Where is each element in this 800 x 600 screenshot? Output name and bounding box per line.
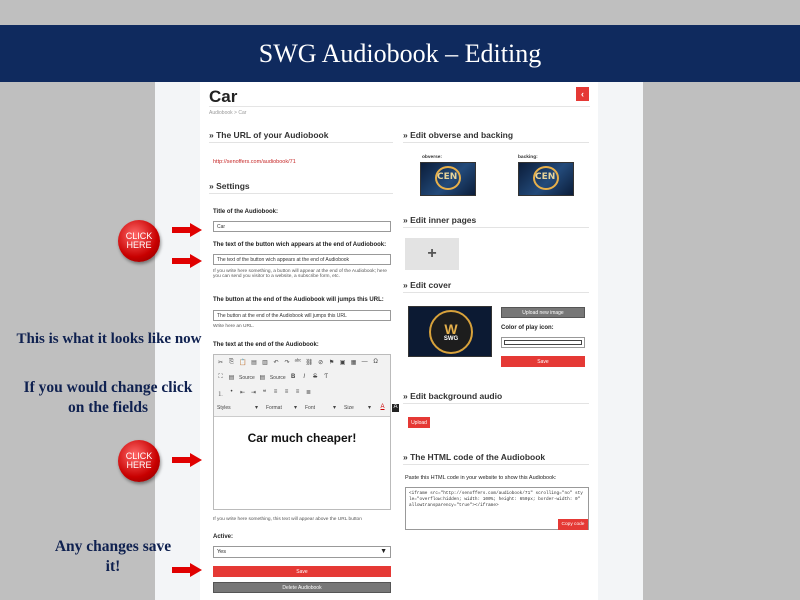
arrow-right-icon bbox=[172, 254, 202, 268]
active-label: Active: bbox=[213, 534, 234, 540]
align-left-icon[interactable]: ≡ bbox=[273, 389, 278, 395]
align-center-icon[interactable]: ≡ bbox=[284, 389, 289, 395]
button-url-input[interactable]: The button at the end of the Audiobook will jumps this URL bbox=[213, 310, 391, 321]
add-page-button[interactable]: + bbox=[405, 238, 459, 270]
bold-icon[interactable]: B bbox=[291, 374, 296, 380]
banner bbox=[0, 25, 800, 82]
toolbar-row-4 bbox=[217, 402, 399, 414]
banner-title: SWG Audiobook – Editing bbox=[258, 38, 542, 68]
copy-code-button[interactable]: Copy code bbox=[558, 519, 588, 530]
editor-toolbar bbox=[214, 355, 398, 417]
backing-label: backing: bbox=[518, 155, 538, 160]
cover-heading: » Edit cover bbox=[403, 280, 589, 293]
arrow-right-icon bbox=[172, 453, 202, 467]
html-code-textarea[interactable]: <iframe src="http://senoffers.com/audiobook/71" scrolling="no" style="overflow:hidden; width: 100%; height: 650px; border-width: 0" allowtransparency="true"></iframe> bbox=[405, 487, 589, 530]
button-url-label: The button at the end of the Audiobook will jumps this URL: bbox=[213, 297, 384, 303]
app-window bbox=[200, 82, 598, 600]
chevron-down-icon: ▼ bbox=[380, 548, 387, 555]
table-icon[interactable]: ▦ bbox=[350, 360, 357, 366]
html-code-label: Paste this HTML code in your website to show this Audiobook: bbox=[405, 475, 557, 481]
source-button-2[interactable]: Source bbox=[269, 375, 286, 381]
back-button[interactable]: ‹ bbox=[576, 87, 589, 101]
blockquote-icon[interactable]: ❝ bbox=[262, 390, 267, 396]
click-here-badge-2: CLICK HERE bbox=[118, 440, 160, 482]
format-chevron-down-icon: ▾ bbox=[293, 405, 297, 411]
spellcheck-icon[interactable]: ᵃᵇᶜ bbox=[294, 359, 302, 365]
numbered-list-icon[interactable]: ⒈ bbox=[217, 392, 224, 398]
backing-logo-text: CEN bbox=[535, 172, 556, 182]
play-color-input[interactable] bbox=[501, 337, 585, 348]
rich-text-editor[interactable] bbox=[213, 354, 398, 510]
annotation-if-change: If you would change click on the fields bbox=[23, 379, 193, 417]
settings-heading: » Settings bbox=[209, 181, 393, 194]
url-section-heading: » The URL of your Audiobook bbox=[209, 130, 393, 143]
upload-audio-button[interactable]: Upload bbox=[408, 417, 430, 428]
bullet-list-icon[interactable]: • bbox=[230, 389, 233, 395]
active-select[interactable] bbox=[213, 546, 391, 558]
size-chevron-down-icon: ▾ bbox=[367, 405, 371, 411]
paste-icon[interactable]: 📋 bbox=[239, 360, 247, 366]
font-chevron-down-icon: ▾ bbox=[332, 405, 336, 411]
save-button[interactable]: Save bbox=[213, 566, 391, 577]
link-icon[interactable]: ⛓ bbox=[305, 360, 314, 366]
cut-icon[interactable]: ✂ bbox=[217, 360, 224, 366]
annotation-any-changes: Any changes save it! bbox=[54, 538, 172, 576]
button-text-note: If you write here something, a button will appear at the end of the Audiobook; here you can send you visitor to a website, a subscribe form, etc. bbox=[213, 269, 387, 279]
color-swatch bbox=[504, 340, 582, 345]
styles-dropdown[interactable]: Styles bbox=[217, 405, 231, 411]
remove-format-icon[interactable]: Ƭ bbox=[324, 374, 329, 380]
copy-icon[interactable]: ⎘ bbox=[229, 359, 234, 365]
format-dropdown[interactable]: Format bbox=[266, 405, 282, 411]
cover-image bbox=[408, 306, 492, 357]
strike-icon[interactable]: S bbox=[313, 374, 318, 380]
paste-word-icon[interactable]: ▥ bbox=[262, 360, 268, 366]
button-text-input[interactable]: The text of the button wich appears at the end of Audiobook bbox=[213, 254, 391, 265]
audiobook-url-link[interactable]: http://senoffers.com/audiobook/71 bbox=[213, 159, 296, 165]
breadcrumb: Audiobook > Car bbox=[209, 110, 247, 116]
end-text-note: If you write here something, this text will appear above the URL button bbox=[213, 517, 362, 522]
indent-icon[interactable]: ⇥ bbox=[250, 390, 257, 396]
obverse-label: obverse: bbox=[422, 155, 442, 160]
font-dropdown[interactable]: Font bbox=[305, 405, 316, 411]
inner-pages-heading: » Edit inner pages bbox=[403, 215, 589, 228]
justify-icon[interactable]: ≣ bbox=[305, 390, 312, 396]
swg-logo bbox=[429, 310, 473, 354]
toolbar-row-1 bbox=[217, 357, 379, 369]
hr-icon[interactable]: ― bbox=[361, 359, 368, 365]
backing-image[interactable] bbox=[518, 162, 574, 196]
size-dropdown[interactable]: Size bbox=[344, 405, 354, 411]
html-code-heading: » The HTML code of the Audiobook bbox=[403, 452, 589, 465]
source2-icon[interactable]: ▤ bbox=[259, 375, 266, 381]
audio-heading: » Edit background audio bbox=[403, 391, 589, 404]
annotation-looks-like: This is what it looks like now bbox=[16, 331, 202, 347]
toolbar-row-2 bbox=[217, 372, 330, 384]
arrow-right-icon bbox=[172, 223, 202, 237]
cover-save-button[interactable]: Save bbox=[501, 356, 585, 367]
title-input[interactable]: Car bbox=[213, 221, 391, 232]
click-here-badge-1: CLICK HERE bbox=[118, 220, 160, 262]
button-text-label: The text of the button wich appears at the end of Audiobook: bbox=[213, 242, 387, 248]
obverse-section-heading: » Edit obverse and backing bbox=[403, 130, 589, 143]
page-title: Car bbox=[209, 87, 238, 106]
end-text-label: The text at the end of the Audiobook: bbox=[213, 342, 319, 348]
maximize-icon[interactable]: ⛶ bbox=[218, 374, 223, 380]
obverse-logo-text: CEN bbox=[437, 172, 458, 182]
align-right-icon[interactable]: ≡ bbox=[295, 389, 300, 395]
paste-text-icon[interactable]: ▤ bbox=[251, 360, 257, 366]
delete-audiobook-button[interactable]: Delete Audiobook bbox=[213, 582, 391, 593]
outdent-icon[interactable]: ⇤ bbox=[239, 390, 246, 396]
play-color-label: Color of play icon: bbox=[501, 325, 554, 331]
obverse-image[interactable] bbox=[420, 162, 476, 196]
bg-color-icon[interactable]: A bbox=[393, 404, 398, 410]
text-color-icon[interactable]: A bbox=[380, 404, 385, 410]
title-divider bbox=[209, 106, 590, 107]
button-url-note: Write here an URL. bbox=[213, 324, 254, 329]
title-label: Title of the Audiobook: bbox=[213, 209, 278, 215]
image-icon[interactable]: ▣ bbox=[339, 360, 346, 366]
unlink-icon[interactable]: ⊘ bbox=[318, 360, 324, 366]
styles-chevron-down-icon: ▾ bbox=[254, 405, 258, 411]
active-select-value: Yes bbox=[217, 549, 226, 555]
toolbar-row-3 bbox=[217, 387, 312, 399]
omega-icon[interactable]: Ω bbox=[373, 359, 378, 365]
source-icon[interactable]: ▤ bbox=[228, 375, 235, 381]
upload-image-button[interactable]: Upload new image bbox=[501, 307, 585, 318]
italic-icon[interactable]: I bbox=[303, 374, 306, 380]
editor-content[interactable]: Car much cheaper! bbox=[247, 431, 357, 445]
anchor-icon[interactable]: ⚑ bbox=[328, 360, 335, 366]
logo-swg: SWG bbox=[443, 336, 459, 342]
undo-icon[interactable]: ↶ bbox=[273, 360, 279, 366]
source-button-1[interactable]: Source bbox=[239, 375, 255, 381]
redo-icon[interactable]: ↷ bbox=[284, 360, 290, 366]
arrow-right-icon bbox=[172, 563, 202, 577]
logo-w: W bbox=[444, 321, 458, 337]
